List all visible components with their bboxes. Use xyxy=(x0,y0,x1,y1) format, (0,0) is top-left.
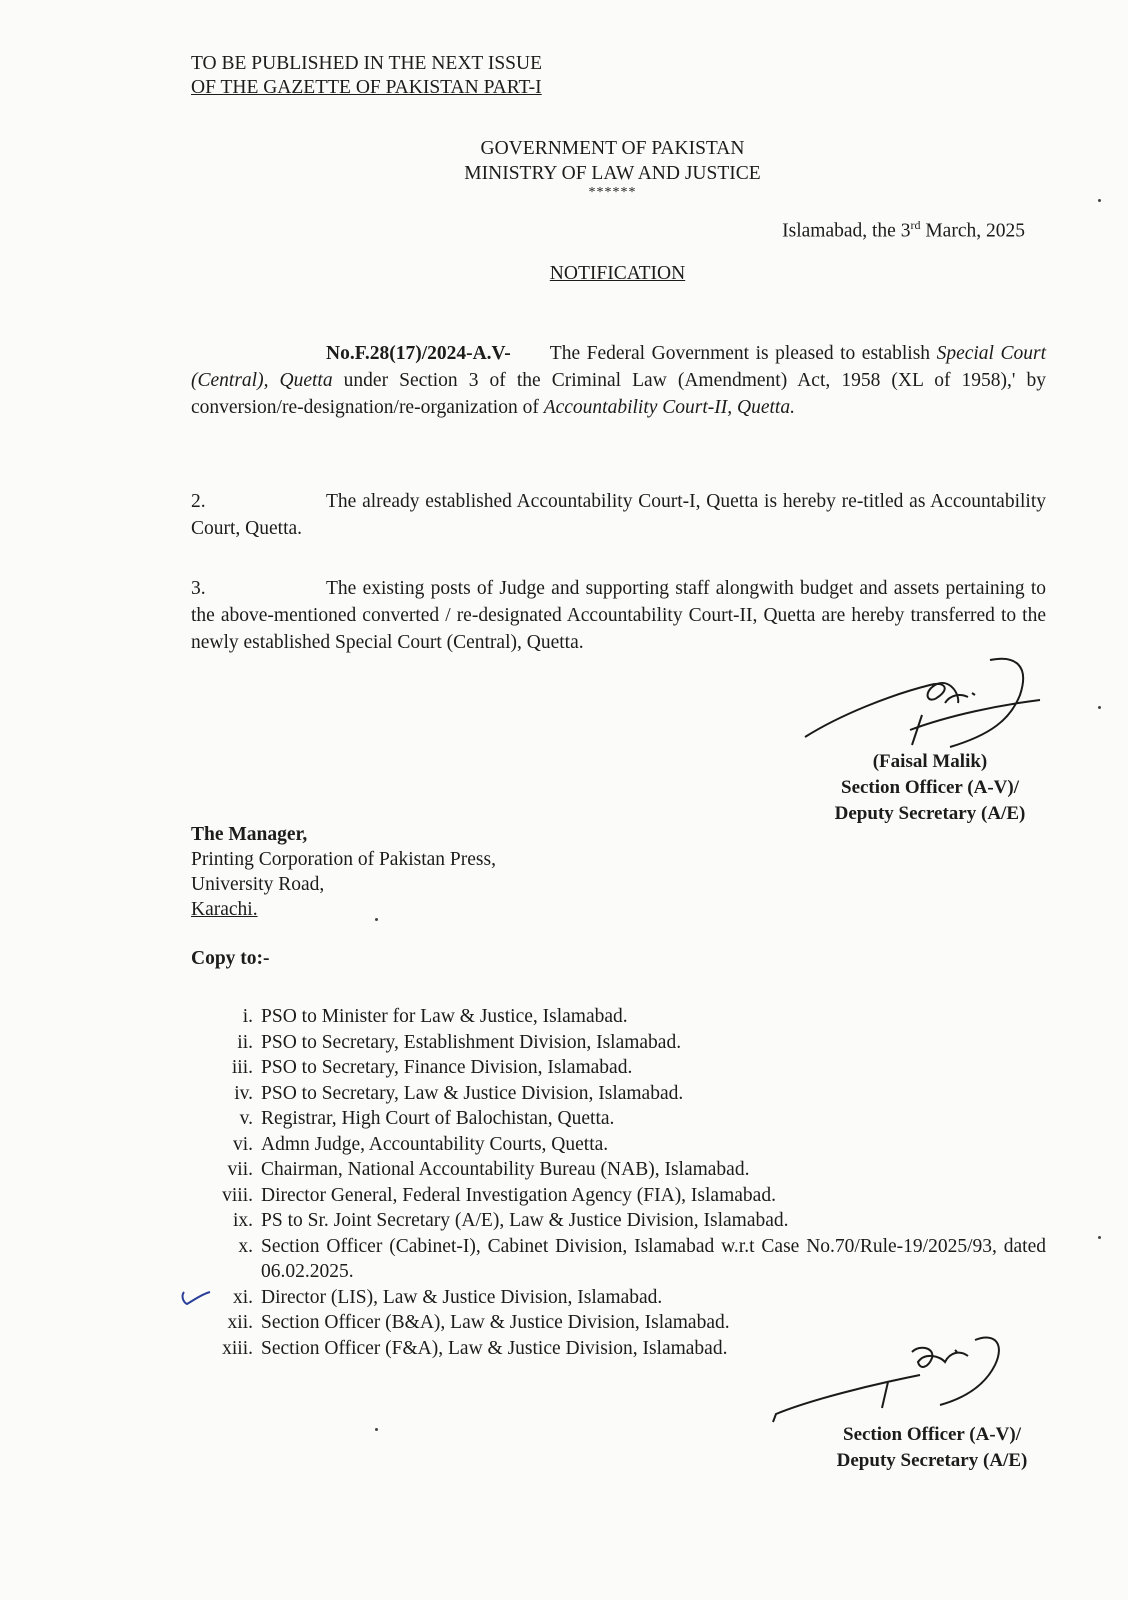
p3-number: 3. xyxy=(191,578,206,599)
list-item-text: Director General, Federal Investigation Agency (FIA), Islamabad. xyxy=(261,1184,776,1206)
list-item-text: PS to Sr. Joint Secretary (A/E), Law & Justice Division, Islamabad. xyxy=(261,1210,789,1231)
list-item xyxy=(191,1208,1046,1234)
list-item-number: vi. xyxy=(232,1133,253,1155)
date-prefix: Islamabad, the 3 xyxy=(782,220,911,242)
date-sup: rd xyxy=(910,218,921,232)
list-item-number: v. xyxy=(239,1108,253,1129)
list-item-number: iii. xyxy=(231,1057,253,1078)
notification-title: NOTIFICATION xyxy=(549,263,686,284)
stars-divider: ****** xyxy=(588,185,637,200)
signatory2-designation-1: Section Officer (A-V)/ xyxy=(843,1424,1021,1445)
list-item xyxy=(191,1285,1046,1311)
p1-text-a: The Federal Government is pleased to establish xyxy=(549,343,931,364)
paragraph-3 xyxy=(191,575,1046,656)
signatory-designation-2: Deputy Secretary (A/E) xyxy=(834,803,1026,824)
signatory-designation-1: Section Officer (A-V)/ xyxy=(841,777,1019,798)
list-item-text: Admn Judge, Accountability Courts, Quetta. xyxy=(261,1133,609,1155)
list-item xyxy=(191,1004,1046,1030)
gazette-heading xyxy=(191,52,542,100)
list-item-text: Chairman, National Accountability Bureau (NAB), Islamabad. xyxy=(261,1159,750,1180)
p1-text-b: under Section 3 of the Criminal Law (Amendment) Act, 1958 (XL of 1958),' by conversion/re-designation/re-organization of xyxy=(191,370,1046,418)
reference-number: No.F.28(17)/2024-A.V- xyxy=(326,343,511,364)
list-item-text: Section Officer (F&A), Law & Justice Division, Islamabad. xyxy=(261,1337,728,1359)
punch-hole-mark xyxy=(1098,199,1101,202)
list-item xyxy=(191,1132,1046,1158)
address-line-3: Karachi. xyxy=(191,899,258,920)
address-block xyxy=(191,822,496,922)
list-item xyxy=(191,1081,1046,1107)
list-item-text: Section Officer (Cabinet-I), Cabinet Division, Islamabad w.r.t Case No.70/Rule-19/2025/93, dated 06.02.2025. xyxy=(261,1235,1046,1282)
signatory-block-2 xyxy=(812,1422,1052,1474)
list-item-number: xiii. xyxy=(222,1337,253,1359)
government-heading xyxy=(0,136,1128,200)
paragraph-2 xyxy=(191,488,1046,542)
list-item-text: Section Officer (B&A), Law & Justice Division, Islamabad. xyxy=(261,1312,730,1333)
list-item-text: Director (LIS), Law & Justice Division, Islamabad. xyxy=(261,1286,663,1308)
speck-mark xyxy=(375,1428,378,1431)
signatory2-designation-2: Deputy Secretary (A/E) xyxy=(836,1450,1028,1471)
list-item-text: PSO to Secretary, Law & Justice Division, Islamabad. xyxy=(261,1082,684,1104)
list-item xyxy=(191,1183,1046,1209)
list-item-number: xi. xyxy=(232,1286,253,1308)
signatory-name: (Faisal Malik) xyxy=(872,751,988,772)
copy-to-list xyxy=(191,1004,1046,1361)
p1-court-name-2: Accountability Court-II, Quetta. xyxy=(543,397,795,418)
list-item-number: iv. xyxy=(234,1082,253,1104)
list-item xyxy=(191,1234,1046,1285)
government-name: GOVERNMENT OF PAKISTAN xyxy=(480,138,745,159)
gazette-line-2: OF THE GAZETTE OF PAKISTAN PART-I xyxy=(191,77,542,98)
date-suffix: March, 2025 xyxy=(920,220,1025,242)
address-line-2: University Road, xyxy=(191,874,325,895)
list-item xyxy=(191,1030,1046,1056)
list-item xyxy=(191,1157,1046,1183)
paragraph-1 xyxy=(191,340,1046,421)
list-item-text: PSO to Secretary, Finance Division, Islamabad. xyxy=(261,1057,633,1078)
list-item-text: PSO to Secretary, Establishment Division, Islamabad. xyxy=(261,1031,682,1053)
gazette-line-1: TO BE PUBLISHED IN THE NEXT ISSUE xyxy=(191,53,543,74)
punch-hole-mark xyxy=(1098,1236,1101,1239)
list-item-number: viii. xyxy=(222,1184,253,1206)
list-item xyxy=(191,1106,1046,1132)
list-item-number: x. xyxy=(238,1235,253,1257)
list-item xyxy=(191,1055,1046,1081)
date-line xyxy=(782,218,1025,243)
p2-number: 2. xyxy=(191,491,206,512)
signatory-block-1 xyxy=(810,749,1050,827)
p2-text: The already established Accountability Court-I, Quetta is hereby re-titled as Accountability Court, Quetta. xyxy=(191,491,1046,539)
signature-2 xyxy=(770,1330,1020,1430)
list-item-number: ii. xyxy=(237,1031,253,1053)
list-item-text: Registrar, High Court of Balochistan, Quetta. xyxy=(261,1108,615,1129)
speck-mark xyxy=(375,918,378,921)
blue-tick-mark-icon xyxy=(178,1286,212,1310)
list-item-number: i. xyxy=(242,1006,253,1027)
p1-court-name: Special Court (Central), Quetta xyxy=(191,343,1046,391)
signature-1 xyxy=(800,655,1050,755)
list-item-number: ix. xyxy=(232,1210,253,1231)
p3-text: The existing posts of Judge and supporting staff alongwith budget and assets pertaining to the above-mentioned converted / re-designated Accountability Court-II, Quetta are hereby transferred to the newly established Special Court (Central), Quetta. xyxy=(191,578,1046,653)
address-to: The Manager, xyxy=(191,824,308,845)
list-item-number: vii. xyxy=(227,1159,253,1180)
list-item-number: xii. xyxy=(227,1312,253,1333)
ministry-name: MINISTRY OF LAW AND JUSTICE xyxy=(464,163,761,184)
copy-to-heading: Copy to:- xyxy=(191,948,270,969)
list-item-text: PSO to Minister for Law & Justice, Islamabad. xyxy=(261,1006,628,1027)
punch-hole-mark xyxy=(1098,706,1101,709)
address-line-1: Printing Corporation of Pakistan Press, xyxy=(191,849,496,870)
